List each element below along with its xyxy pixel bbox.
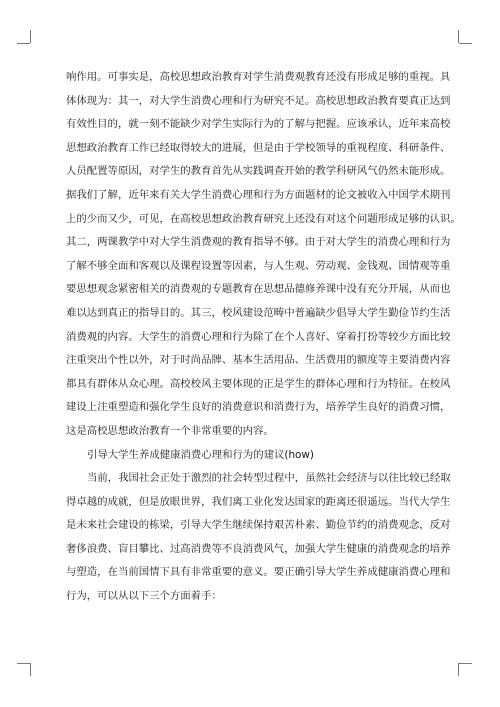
text-line: 都具有群体从众心理。高校校风主要体现的正是学生的群体心理和行为特征。在校风 [66,377,451,390]
document-page [66,66,461,609]
text-line: 思想政治教育工作已经取得较大的进展，但是由于学校领导的重视程度、科研条件、 [66,141,451,154]
body-paragraph [66,66,461,444]
section-heading: 引导大学生养成健康消费心理和行为的建议(how) [87,448,314,461]
text-line: 是未来社会建设的栋梁，引导大学生继续保持艰苦朴素、勤俭节约的消费观念，反对 [66,519,451,532]
text-line: 注重突出个性以外，对于时尚品牌、基本生活用品、生活费用的额度等主要消费内容 [66,354,451,367]
text-line: 据我们了解，近年来有关大学生消费心理和行为方面题材的论文被收入中国学术期刊 [66,188,451,201]
text-line: 了解不够全面和客观以及课程设置等因素，与人生观、劳动观、金钱观、国情观等重 [66,259,451,272]
text-line: 人员配置等原因，对学生的教育首先从实践调查开始的教学科研风气仍然未能形成。 [66,165,451,178]
text-line: 要思想观念紧密相关的消费观的专题教育在思想品德修养课中没有充分开展，从而也 [66,283,451,296]
text-line: 得卓越的成就，但是放眼世界，我们离工业化发达国家的距离还很遥远。当代大学生 [66,495,451,508]
body-paragraph [66,467,451,609]
text-line: 消费观的内容。大学生的消费心理和行为除了在个人喜好、穿着打扮等较少方面比较 [66,330,451,343]
text-line: 难以达到真正的指导目的。其三，校风建设范畴中普遍缺少倡导大学生勤俭节约生活 [66,306,451,319]
text-line: 建设上注重塑造和强化学生良好的消费意识和消费行为，培养学生良好的消费习惯， [66,401,451,414]
text-line: 与塑造，在当前国情下具有非常重要的意义。要正确引导大学生养成健康消费心理和 [66,566,451,579]
text-line: 这是高校思想政治教育一个非常重要的内容。 [66,424,274,437]
text-line: 有效性目的，就一刻不能缺少对学生实际行为的了解与把握。应该承认，近年来高校 [66,118,451,131]
text-line: 奢侈浪费、盲目攀比、过高消费等不良消费风气，加强大学生健康的消费观念的培养 [66,542,451,555]
text-line: 响作用。可事实是，高校思想政治教育对学生消费观教育还没有形成足够的重视。具 [66,71,451,83]
text-line: 行为，可以从以下三个方面着手： [66,590,222,603]
text-line: 上的少而又少，可见，在高校思想政治教育研究上还没有对这个问题形成足够的认识。 [66,212,461,225]
text-line: 当前，我国社会正处于激烈的社会转型过程中，虽然社会经济与以往比较已经取 [87,472,451,485]
text-line: 体体现为：其一，对大学生消费心理和行为研究不足。高校思想政治教育要真正达到 [66,94,451,107]
text-line: 其二，两课教学中对大学生消费观的教育指导不够。由于对大学生的消费心理和行为 [66,236,451,249]
